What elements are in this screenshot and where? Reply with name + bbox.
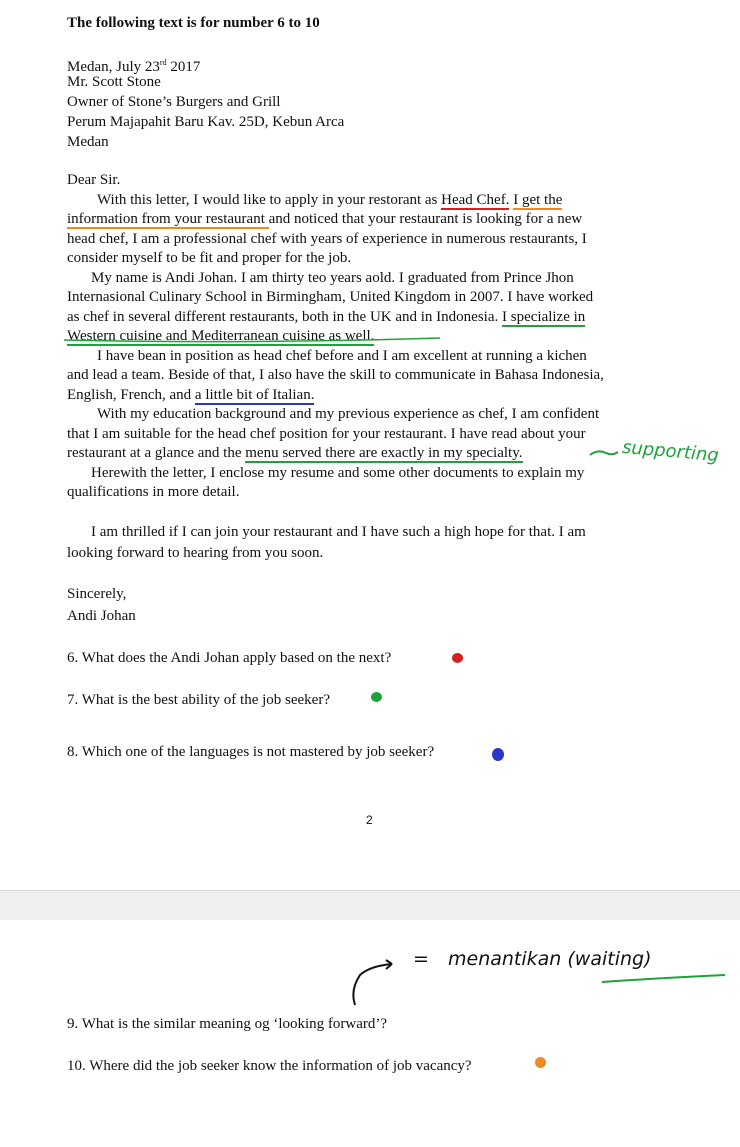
paragraph-line: Internasional Culinary School in Birmingham, United Kingdom in 2007. I have worked (67, 289, 594, 305)
recipient-line: Mr. Scott Stone (67, 74, 161, 90)
date-year: 2017 (166, 59, 201, 75)
text-span: restaurant at a glance and the (67, 445, 246, 461)
paragraph-line: qualifications in more detail. (67, 484, 240, 500)
text-span: With this letter, I would like to apply in your restorant as (97, 192, 442, 208)
text-span: as chef in several different restaurants, both in the UK and in Indonesia. (67, 309, 502, 325)
paragraph-line: and lead a team. Beside of that, I also have the skill to communicate in Bahasa Indonesia, (67, 367, 604, 383)
page-gap (0, 890, 740, 921)
question-6: 6. What does the Andi Johan apply based on the next? (67, 650, 392, 666)
green-underlined-text: menu served there are exactly in my specialty. (245, 445, 523, 461)
green-underlined-text: Western cuisine and Mediterranean cuisine as well. (67, 328, 375, 344)
squiggle-arrow (590, 451, 618, 455)
paragraph-line: With my education background and my previous experience as chef, I am confident (97, 406, 600, 422)
paragraph-line: that I am suitable for the head chef position for your restaurant. I have read about your (67, 426, 586, 442)
handwritten-meaning: menantikan (waiting) (448, 948, 652, 970)
date-superscript: rd (159, 58, 167, 67)
recipient-line: Perum Majapahit Baru Kav. 25D, Kebun Arca (67, 114, 345, 130)
handwritten-equals: = (413, 948, 429, 970)
paragraph-line: Herewith the letter, I enclose my resume and some other documents to explain my (91, 465, 585, 481)
salutation: Dear Sir. (67, 172, 121, 188)
red-underlined-text: Head Chef. (441, 192, 510, 208)
text-span: and noticed that your restaurant is looking for a new (268, 211, 583, 227)
paragraph-line: consider myself to be fit and proper for the job. (67, 250, 352, 266)
paragraph-line: looking forward to hearing from you soon. (67, 545, 324, 561)
orange-marker-dot (535, 1057, 546, 1068)
section-header: The following text is for number 6 to 10 (67, 15, 320, 31)
signature: Andi Johan (67, 608, 136, 624)
green-underline-stroke (64, 338, 440, 342)
closing: Sincerely, (67, 586, 127, 602)
recipient-line: Medan (67, 134, 109, 150)
paragraph-line: head chef, I am a professional chef with years of experience in numerous restaurants, I (67, 231, 587, 247)
document-page-2 (0, 920, 740, 1147)
handwritten-supporting: supporting (621, 436, 720, 467)
page-number: 2 (366, 813, 373, 827)
orange-underlined-text: information from your restaurant (67, 211, 269, 227)
question-7: 7. What is the best ability of the job seeker? (67, 692, 330, 708)
paragraph-line: My name is Andi Johan. I am thirty teo years aold. I graduated from Prince Jhon (91, 270, 574, 286)
paragraph-line: I have bean in position as head chef before and I am excellent at running a kichen (97, 348, 587, 364)
blue-underlined-text: a little bit of Italian. (194, 387, 315, 403)
date-text: Medan, July 23 (67, 59, 160, 75)
orange-underlined-text: I get the (513, 192, 563, 208)
question-8: 8. Which one of the languages is not mastered by job seeker? (67, 744, 435, 760)
recipient-line: Owner of Stone’s Burgers and Grill (67, 94, 281, 110)
paragraph-line: I am thrilled if I can join your restaurant and I have such a high hope for that. I am (91, 524, 586, 540)
question-10: 10. Where did the job seeker know the information of job vacancy? (67, 1058, 472, 1074)
green-underlined-text: I specialize in (502, 309, 586, 325)
question-9: 9. What is the similar meaning og ‘looking forward’? (67, 1016, 388, 1032)
text-span: English, French, and (67, 387, 195, 403)
